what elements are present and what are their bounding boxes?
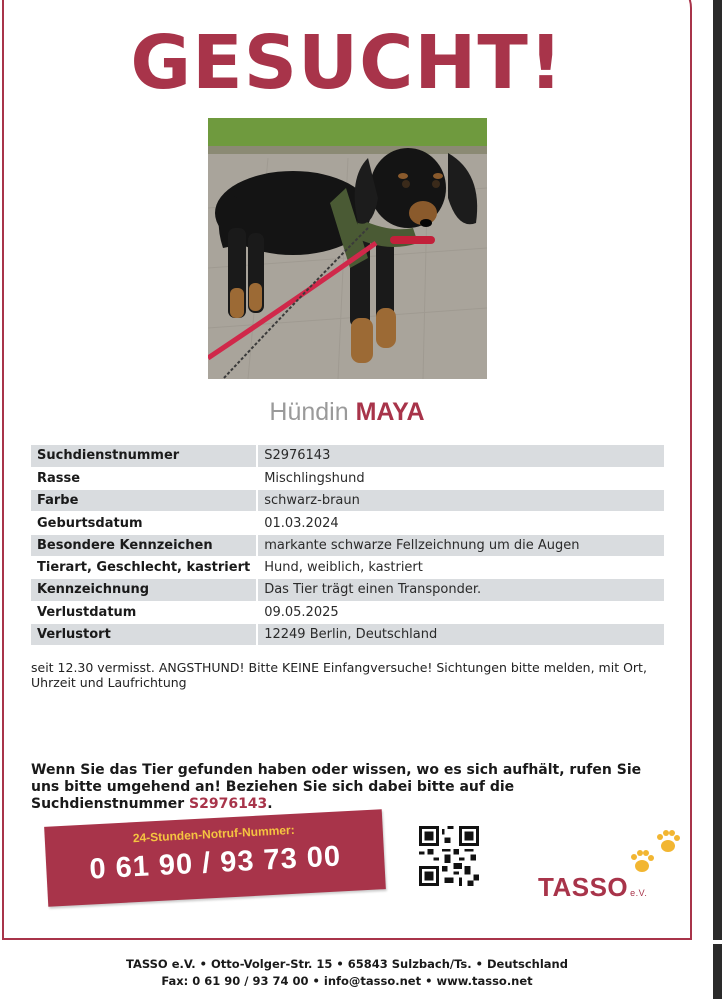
details-table	[31, 445, 664, 646]
headline: GESUCHT!	[130, 20, 564, 106]
dog-photo	[208, 118, 487, 379]
row-value: Das Tier trägt einen Transponder.	[257, 579, 664, 601]
row-label: Kennzeichnung	[31, 579, 257, 601]
hotline-label: 24-Stunden-Notruf-Nummer:	[132, 822, 295, 846]
row-value: Mischlingshund	[257, 467, 664, 489]
row-value: 01.03.2024	[257, 512, 664, 534]
edge-stripe	[713, 0, 722, 999]
row-value: 09.05.2025	[257, 601, 664, 623]
footer-contact[interactable]: Fax: 0 61 90 / 93 74 00 • info@tasso.net • www.tasso.net	[161, 974, 533, 988]
footer-address: TASSO e.V. • Otto-Volger-Str. 15 • 65843 Sulzbach/Ts. • Deutschland	[126, 957, 568, 971]
callout-suffix: .	[267, 796, 273, 812]
brand-suffix: e.V.	[630, 888, 648, 898]
row-value: 12249 Berlin, Deutschland	[257, 623, 664, 645]
table-row	[31, 490, 664, 512]
row-label: Suchdienstnummer	[31, 445, 257, 467]
row-value: markante schwarze Fellzeichnung um die Augen	[257, 534, 664, 556]
pet-kind: Hündin	[269, 398, 349, 426]
paw-print-icon	[628, 826, 688, 878]
table-row	[31, 579, 664, 601]
row-label: Verlustort	[31, 623, 257, 645]
row-value: Hund, weiblich, kastriert	[257, 556, 664, 578]
row-label: Rasse	[31, 467, 257, 489]
pet-name: MAYA	[355, 398, 425, 426]
callout-text: Wenn Sie das Tier gefunden haben oder wissen, wo es sich aufhält, rufen Sie uns bitte umgehend an! Beziehen Sie sich dabei bitte auf die Suchdienstnummer	[31, 762, 642, 812]
row-label: Farbe	[31, 490, 257, 512]
table-row	[31, 467, 664, 489]
row-label: Geburtsdatum	[31, 512, 257, 534]
brand-name: TASSO	[538, 872, 629, 902]
footer	[0, 956, 694, 990]
row-label: Besondere Kennzeichen	[31, 534, 257, 556]
table-row	[31, 601, 664, 623]
table-row	[31, 556, 664, 578]
missing-note: seit 12.30 vermisst. ANGSTHUND! Bitte KEINE Einfangversuche! Sichtungen bitte melden, mit Ort, Uhrzeit und Laufrichtung	[31, 660, 647, 690]
row-value: S2976143	[257, 445, 664, 467]
contact-callout	[31, 762, 671, 813]
qr-code-icon[interactable]	[419, 826, 479, 886]
hotline-number[interactable]: 0 61 90 / 93 73 00	[88, 840, 342, 886]
row-value: schwarz-braun	[257, 490, 664, 512]
row-label: Verlustdatum	[31, 601, 257, 623]
row-label: Tierart, Geschlecht, kastriert	[31, 556, 257, 578]
table-row	[31, 512, 664, 534]
table-row	[31, 534, 664, 556]
callout-reference: S2976143	[189, 796, 268, 812]
pet-title	[0, 398, 694, 427]
table-row	[31, 623, 664, 645]
table-row	[31, 445, 664, 467]
tasso-logo	[538, 872, 647, 903]
